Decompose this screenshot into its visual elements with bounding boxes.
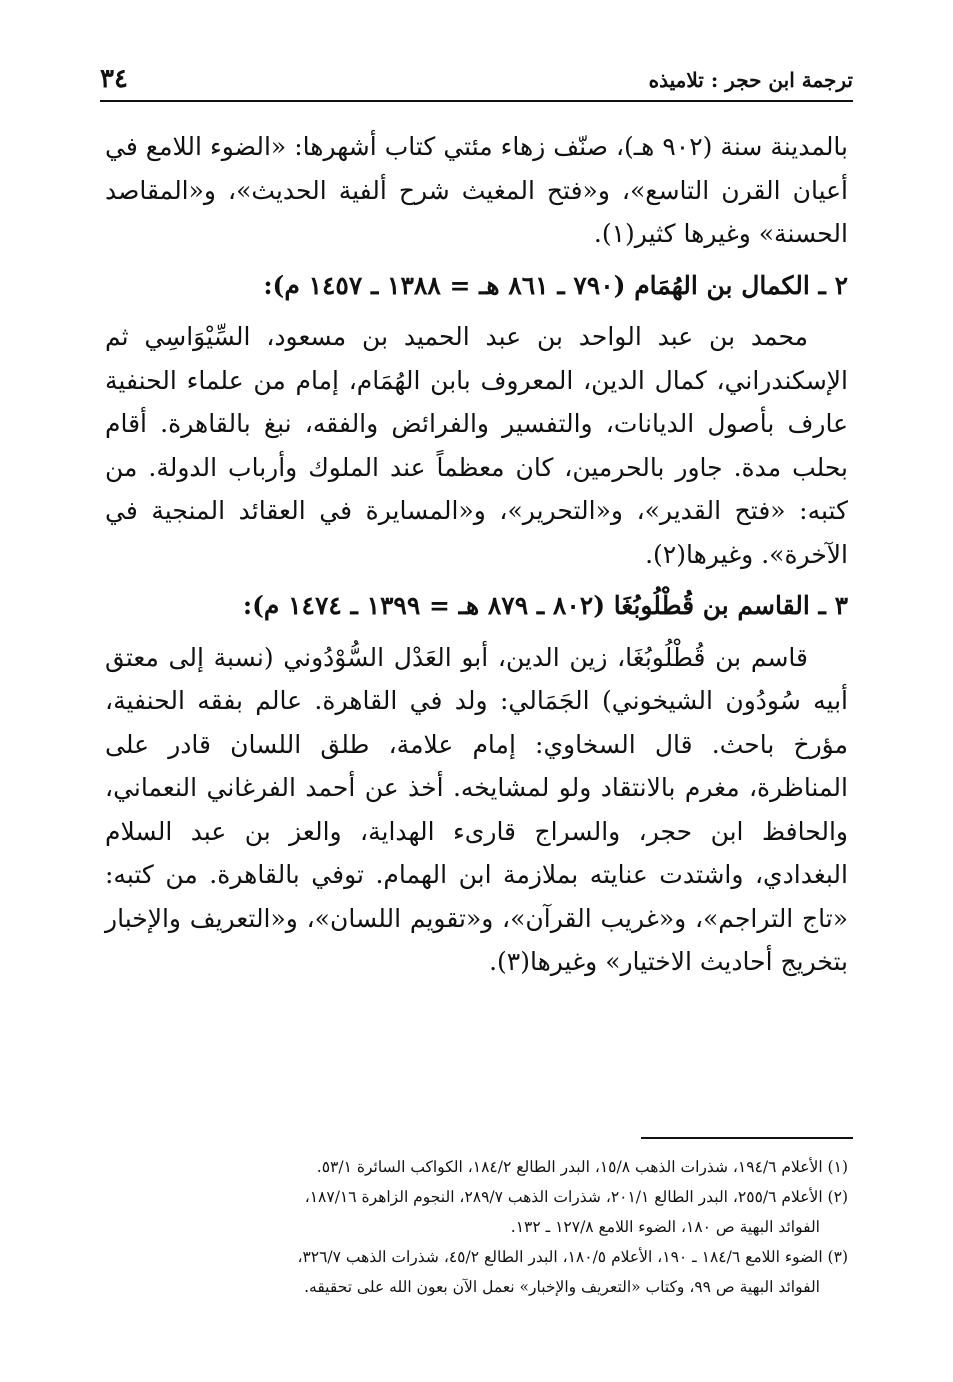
footnote-3-continuation: الفوائد البهية ص ٩٩، وكتاب «التعريف والإخبار» نعمل الآن بعون الله على تحقيقه. bbox=[304, 1278, 820, 1296]
paragraph-continuation: بالمدينة سنة (٩٠٢ هـ)، صنّف زهاء مئتي كتاب أشهرها: «الضوء اللامع في أعيان القرن التاسع»، و«فتح المغيث شرح ألفية الحديث»، و«المقاصد الحسنة» وغيرها كثير(١). bbox=[105, 132, 849, 248]
footnote-3: (٣) الضوء اللامع ١٨٤/٦ ـ ١٩٠، الأعلام ١٨٠/٥، البدر الطالع ٤٥/٢، شذرات الذهب ٣٢٦/٧، bbox=[297, 1248, 848, 1266]
footnote-separator bbox=[641, 1137, 853, 1139]
page-number: ٣٤ bbox=[100, 64, 128, 94]
page-header bbox=[100, 52, 853, 102]
footnotes bbox=[105, 1152, 848, 1302]
main-text bbox=[105, 125, 848, 984]
footnote-2: (٢) الأعلام ٢٥٥/٦، البدر الطالع ٢٠١/١، شذرات الذهب ٢٨٩/٧، النجوم الزاهرة ١٨٧/١٦، bbox=[304, 1188, 848, 1206]
running-title: ترجمة ابن حجر : تلاميذه bbox=[648, 68, 853, 92]
footnote-2-continuation: الفوائد البهية ص ١٨٠، الضوء اللامع ١٢٧/٨ ـ ١٣٢. bbox=[510, 1218, 820, 1236]
entry-paragraph-ibn-al-humam: محمد بن عبد الواحد بن عبد الحميد بن مسعود، السِّيْوَاسِي ثم الإسكندراني، كمال الدين، المعروف بابن الهُمَام، إمام من علماء الحنفية عارف بأصول الديانات، والتفسير والفرائض والفقه، نبغ بالقاهرة. أقام بحلب مدة. جاور بالحرمين، كان معظماً عند الملوك وأرباب الدولة. من كتبه: «فتح القدير»، و«التحرير»، و«المسايرة في العقائد المنجية في الآخرة». وغيرها(٢). bbox=[105, 322, 848, 569]
entry-heading-qutlubugha: ٣ ـ القاسم بن قُطْلُوبُغَا (٨٠٢ ـ ٨٧٩ هـ = ١٣٩٩ ـ ١٤٧٤ م): bbox=[242, 591, 848, 620]
footnote-1: (١) الأعلام ١٩٤/٦، شذرات الذهب ١٥/٨، البدر الطالع ١٨٤/٢، الكواكب السائرة ٥٣/١. bbox=[316, 1158, 848, 1176]
entry-paragraph-qutlubugha: قاسم بن قُطْلُوبُغَا، زين الدين، أبو العَدْل السُّوْدُوني (نسبة إلى معتق أبيه سُودُون الشيخوني) الجَمَالي: ولد في القاهرة. عالم بفقه الحنفية، مؤرخ باحث. قال السخاوي: إمام علامة، طلق اللسان قادر على المناظرة، مغرم بالانتقاد ولو لمشايخه. أخذ عن أحمد الفرغاني النعماني، والحافظ ابن حجر، والسراج قارىء الهداية، والعز بن عبد السلام البغدادي، واشتدت عنايته بملازمة ابن الهمام. توفي بالقاهرة. من كتبه: «تاج التراجم»، و«غريب القرآن»، و«تقويم اللسان»، و«التعريف والإخبار بتخريج أحاديث الاختيار» وغيرها(٣). bbox=[105, 642, 848, 976]
entry-heading-ibn-al-humam: ٢ ـ الكمال بن الهُمَام (٧٩٠ ـ ٨٦١ هـ = ١٣٨٨ ـ ١٤٥٧ م): bbox=[263, 270, 848, 300]
